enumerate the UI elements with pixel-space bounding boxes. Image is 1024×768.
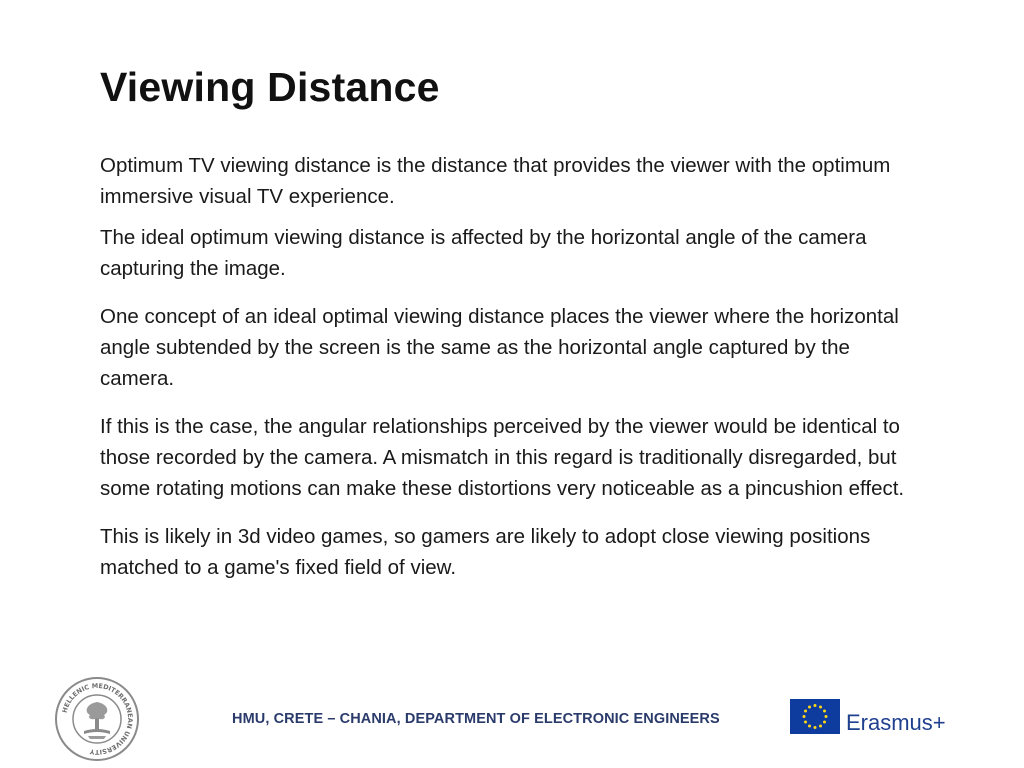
- paragraph: One concept of an ideal optimal viewing distance places the viewer where the horizontal angle subtended by the screen is the same as the horizontal angle captured by the camera.: [100, 305, 899, 390]
- paragraph: If this is the case, the angular relationships perceived by the viewer would be identical to those recorded by the camera. A mismatch in this regard is traditionally disregarded, but some rotating motions can make these distortions very noticeable as a pincushion effect.: [100, 415, 905, 500]
- paragraph: This is likely in 3d video games, so gamers are likely to adopt close viewing positions matched to a game's fixed field of view.: [100, 525, 871, 579]
- eu-flag-icon: [790, 699, 840, 734]
- seal-text: HELLENIC MEDITERRANEAN UNIVERSITY: [60, 681, 135, 757]
- slide-title: Viewing Distance: [100, 64, 440, 110]
- paragraph: The ideal optimum viewing distance is affected by the horizontal angle of the camera capturing the image.: [100, 226, 867, 280]
- paragraph: Optimum TV viewing distance is the distance that provides the viewer with the optimum immersive visual TV experience.: [100, 154, 891, 208]
- erasmus-logo: [790, 699, 970, 739]
- university-seal-icon: [54, 676, 140, 762]
- department-label: HMU, CRETE – CHANIA, DEPARTMENT OF ELECTRONIC ENGINEERS: [232, 711, 720, 727]
- erasmus-label: Erasmus+: [846, 710, 946, 735]
- slide-body: [100, 150, 912, 583]
